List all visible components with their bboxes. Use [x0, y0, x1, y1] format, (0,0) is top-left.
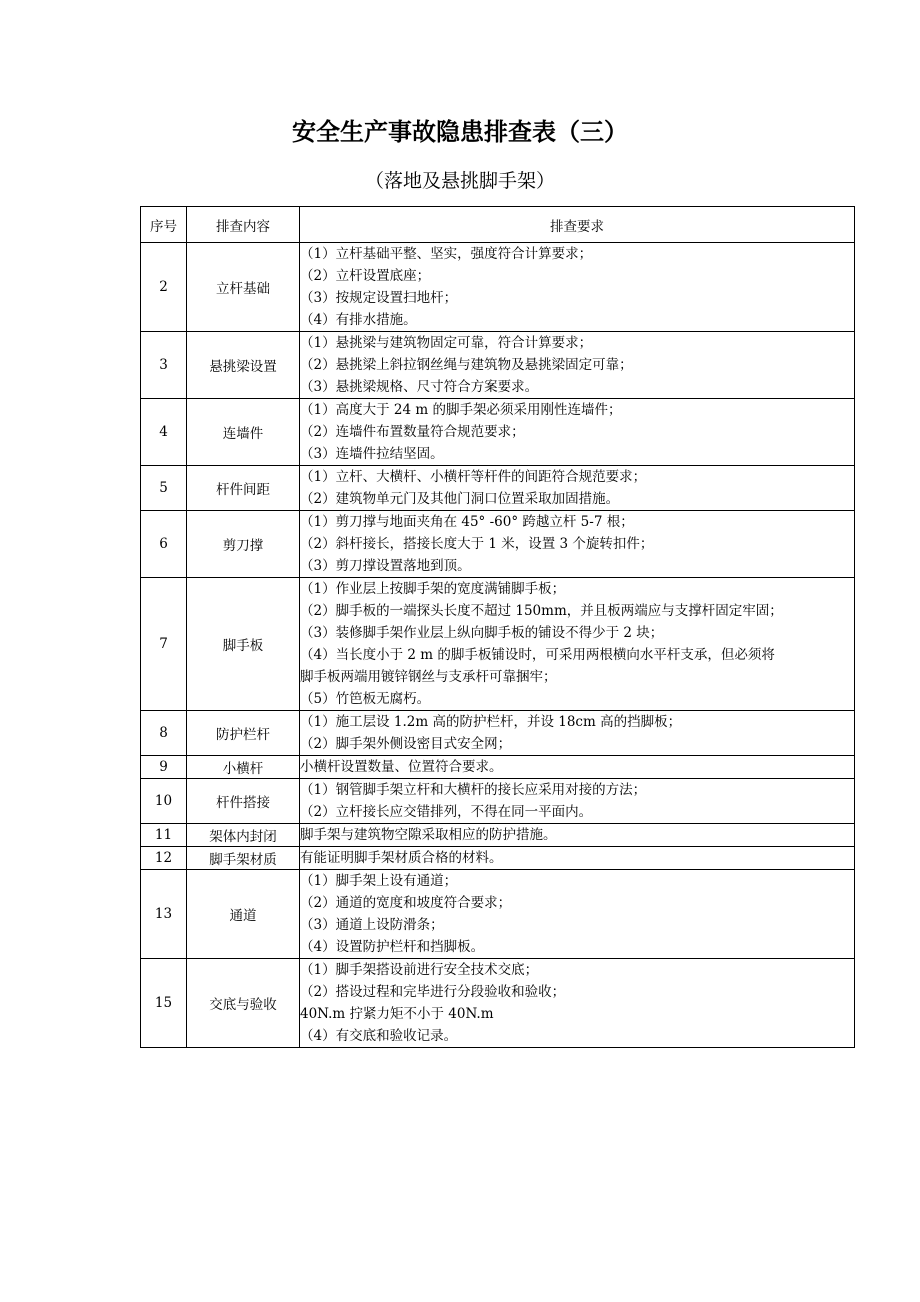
requirement-line: （2）立杆接长应交错排列，不得在同一平面内。: [300, 804, 593, 820]
inspection-table: [140, 206, 855, 1048]
table-header-row: [141, 207, 855, 243]
table-row: [141, 466, 855, 511]
requirement-line: （1）立杆、大横杆、小横杆等杆件的间距符合规范要求；: [300, 469, 647, 485]
requirement-line: （2）立杆设置底座；: [300, 268, 431, 284]
requirement-line: （5）竹笆板无腐朽。: [300, 691, 431, 707]
requirement-line: （2）悬挑梁上斜拉钢丝绳与建筑物及悬挑梁固定可靠；: [300, 357, 633, 373]
table-row: [141, 756, 855, 779]
row-number: 3: [141, 332, 187, 399]
row-check-item: 立杆基础: [187, 243, 300, 332]
requirement-line: （1）脚手架搭设前进行安全技术交底；: [300, 962, 539, 978]
row-requirements: [300, 847, 855, 870]
requirement-line: （1）施工层设 1.2m 高的防护栏杆，并设 18cm 高的挡脚板；: [300, 714, 682, 730]
row-number: 13: [141, 870, 187, 959]
row-number: 12: [141, 847, 187, 870]
requirement-line: 有能证明脚手架材质合格的材料。: [300, 850, 503, 866]
row-number: 2: [141, 243, 187, 332]
requirement-line: （4）有排水措施。: [300, 312, 417, 328]
table-row: [141, 959, 855, 1048]
header-no: 序号: [141, 207, 187, 243]
row-number: 10: [141, 779, 187, 824]
row-requirements: [300, 824, 855, 847]
table-row: [141, 779, 855, 824]
row-number: 9: [141, 756, 187, 779]
row-requirements: [300, 711, 855, 756]
row-requirements: [300, 870, 855, 959]
requirement-line: （3）通道上设防滑条；: [300, 917, 444, 933]
row-requirements: [300, 243, 855, 332]
row-check-item: 交底与验收: [187, 959, 300, 1048]
row-check-item: 剪刀撑: [187, 511, 300, 578]
requirement-line: （2）搭设过程和完毕进行分段验收和验收；: [300, 984, 566, 1000]
requirement-line: （3）连墙件拉结坚固。: [300, 446, 444, 462]
table-row: [141, 399, 855, 466]
row-check-item: 连墙件: [187, 399, 300, 466]
table-row: [141, 578, 855, 711]
page-title: 安全生产事故隐患排查表（三）: [292, 118, 628, 146]
row-check-item: 小横杆: [187, 756, 300, 779]
requirement-line: 脚手架与建筑物空隙采取相应的防护措施。: [300, 827, 557, 843]
requirement-line: （1）悬挑梁与建筑物固定可靠，符合计算要求；: [300, 335, 593, 351]
requirement-line: （2）通道的宽度和坡度符合要求；: [300, 895, 512, 911]
row-requirements: [300, 578, 855, 711]
row-number: 11: [141, 824, 187, 847]
row-check-item: 悬挑梁设置: [187, 332, 300, 399]
table-row: [141, 511, 855, 578]
row-number: 7: [141, 578, 187, 711]
requirement-line: 脚手板两端用镀锌钢丝与支承杆可靠捆牢；: [300, 669, 557, 685]
row-requirements: [300, 399, 855, 466]
table-row: [141, 824, 855, 847]
requirement-line: （1）剪刀撑与地面夹角在 45° -60° 跨越立杆 5-7 根；: [300, 514, 634, 530]
row-requirements: [300, 466, 855, 511]
row-check-item: 通道: [187, 870, 300, 959]
requirement-line: （1）钢管脚手架立杆和大横杆的接长应采用对接的方法；: [300, 782, 647, 798]
header-item: 排查内容: [187, 207, 300, 243]
requirement-line: （3）按规定设置扫地杆；: [300, 290, 458, 306]
row-requirements: [300, 756, 855, 779]
header-requirements: 排查要求: [300, 207, 855, 243]
row-check-item: 防护栏杆: [187, 711, 300, 756]
requirement-line: （2）脚手板的一端探头长度不超过 150mm，并且板两端应与支撑杆固定牢固；: [300, 603, 783, 619]
requirement-line: （2）斜杆接长，搭接长度大于 1 米，设置 3 个旋转扣件；: [300, 536, 654, 552]
requirement-line: （4）有交底和验收记录。: [300, 1028, 458, 1044]
requirement-line: （4）当长度小于 2 m 的脚手板铺设时，可采用两根横向水平杆支承，但必须将: [300, 647, 775, 663]
requirement-line: 40N.m 拧紧力矩不小于 40N.m: [300, 1006, 494, 1022]
table-row: [141, 870, 855, 959]
table-row: [141, 847, 855, 870]
requirement-line: （1）立杆基础平整、坚实，强度符合计算要求；: [300, 246, 593, 262]
table-row: [141, 711, 855, 756]
requirement-line: （1）作业层上按脚手架的宽度满铺脚手板；: [300, 581, 566, 597]
row-number: 6: [141, 511, 187, 578]
row-requirements: [300, 959, 855, 1048]
row-check-item: 架体内封闭: [187, 824, 300, 847]
requirement-line: （2）建筑物单元门及其他门洞口位置采取加固措施。: [300, 491, 620, 507]
row-number: 5: [141, 466, 187, 511]
requirement-line: 小横杆设置数量、位置符合要求。: [300, 759, 503, 775]
requirement-line: （3）悬挑梁规格、尺寸符合方案要求。: [300, 379, 539, 395]
row-check-item: 脚手板: [187, 578, 300, 711]
row-check-item: 杆件搭接: [187, 779, 300, 824]
requirement-line: （2）连墙件布置数量符合规范要求；: [300, 424, 525, 440]
requirement-line: （1）高度大于 24 m 的脚手架必须采用刚性连墙件；: [300, 402, 622, 418]
requirement-line: （2）脚手架外侧设密目式安全网；: [300, 736, 512, 752]
table-row: [141, 332, 855, 399]
row-number: 8: [141, 711, 187, 756]
page-subtitle: （落地及悬挑脚手架）: [364, 170, 555, 192]
row-check-item: 杆件间距: [187, 466, 300, 511]
requirement-line: （3）装修脚手架作业层上纵向脚手板的铺设不得少于 2 块；: [300, 625, 664, 641]
row-check-item: 脚手架材质: [187, 847, 300, 870]
row-requirements: [300, 779, 855, 824]
requirement-line: （1）脚手架上设有通道；: [300, 873, 458, 889]
row-number: 4: [141, 399, 187, 466]
requirement-line: （4）设置防护栏杆和挡脚板。: [300, 939, 485, 955]
table-row: [141, 243, 855, 332]
row-requirements: [300, 511, 855, 578]
row-number: 15: [141, 959, 187, 1048]
requirement-line: （3）剪刀撑设置落地到顶。: [300, 558, 471, 574]
row-requirements: [300, 332, 855, 399]
